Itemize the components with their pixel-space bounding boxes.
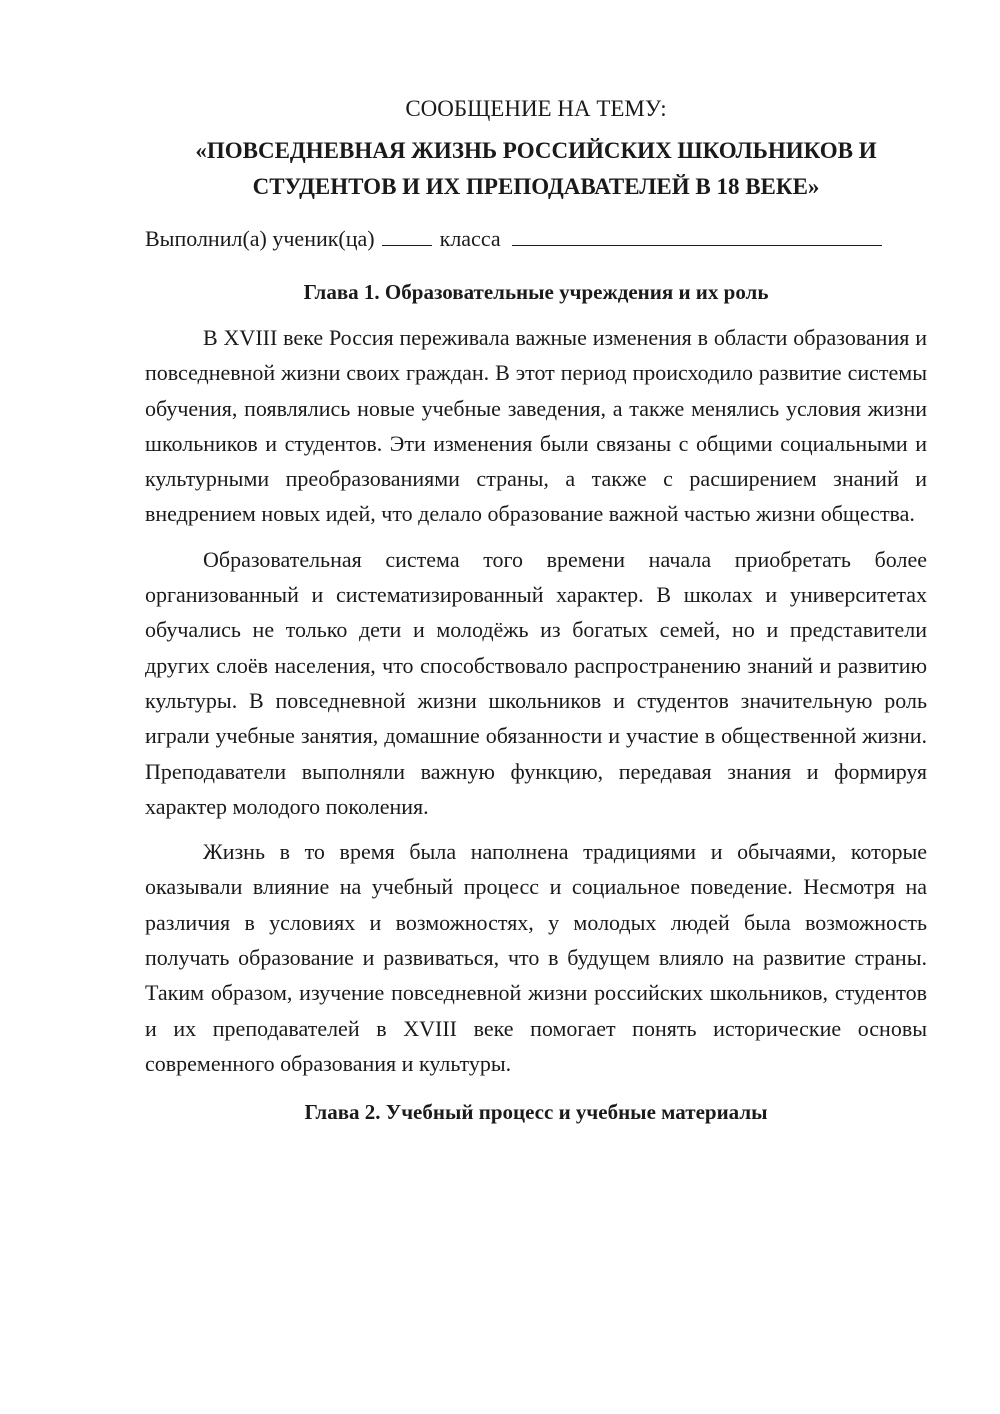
document-page [145,92,927,1140]
report-title-line-1: «ПОВСЕДНЕВНАЯ ЖИЗНЬ РОССИЙСКИХ ШКОЛЬНИКОВ И [195,138,877,163]
class-number-blank [382,223,432,246]
author-line [145,223,927,255]
chapter-2-heading: Глава 2. Учебный процесс и учебные материалы [304,1100,768,1125]
class-label: класса [439,226,501,251]
author-prefix: Выполнил(а) ученик(ца) [145,226,375,251]
report-header: СООБЩЕНИЕ НА ТЕМУ: [405,96,667,121]
paragraph-1: В XVIII веке Россия переживала важные изменения в области образования и повседневной жизни своих граждан. В этот период происходило развитие системы обучения, появлялись новые учебные заведения, а также менялись условия жизни школьников и студентов. Эти изменения были связаны с общими социальными и культурными преобразованиями страны, а также с расширением знаний и внедрением новых идей, что делало образование важной частью жизни общества. [145,325,927,527]
paragraph-2: Образовательная система того времени начала приобретать более организованный и систематизированный характер. В школах и университетах обучались не только дети и молодёжь из богатых семей, но и представители других слоёв населения, что способствовало распространению знаний и развитию культуры. В повседневной жизни школьников и студентов значительную роль играли учебные занятия, домашние обязанности и участие в общественной жизни. Преподаватели выполняли важную функцию, передавая знания и формируя характер молодого поколения. [145,546,927,819]
report-title-line-2: СТУДЕНТОВ И ИХ ПРЕПОДАВАТЕЛЕЙ В 18 ВЕКЕ» [252,174,820,199]
student-name-blank [512,223,882,246]
paragraph-3: Жизнь в то время была наполнена традициями и обычаями, которые оказывали влияние на учебный процесс и социальное поведение. Несмотря на различия в условиях и возможностях, у молодых людей была возможность получать образование и развиваться, что в будущем влияло на развитие страны. Таким образом, изучение повседневной жизни российских школьников, студентов и их преподавателей в XVIII веке помогает понять исторические основы современного образования и культуры. [145,839,927,1076]
chapter-1-heading: Глава 1. Образовательные учреждения и их роль [303,280,769,304]
